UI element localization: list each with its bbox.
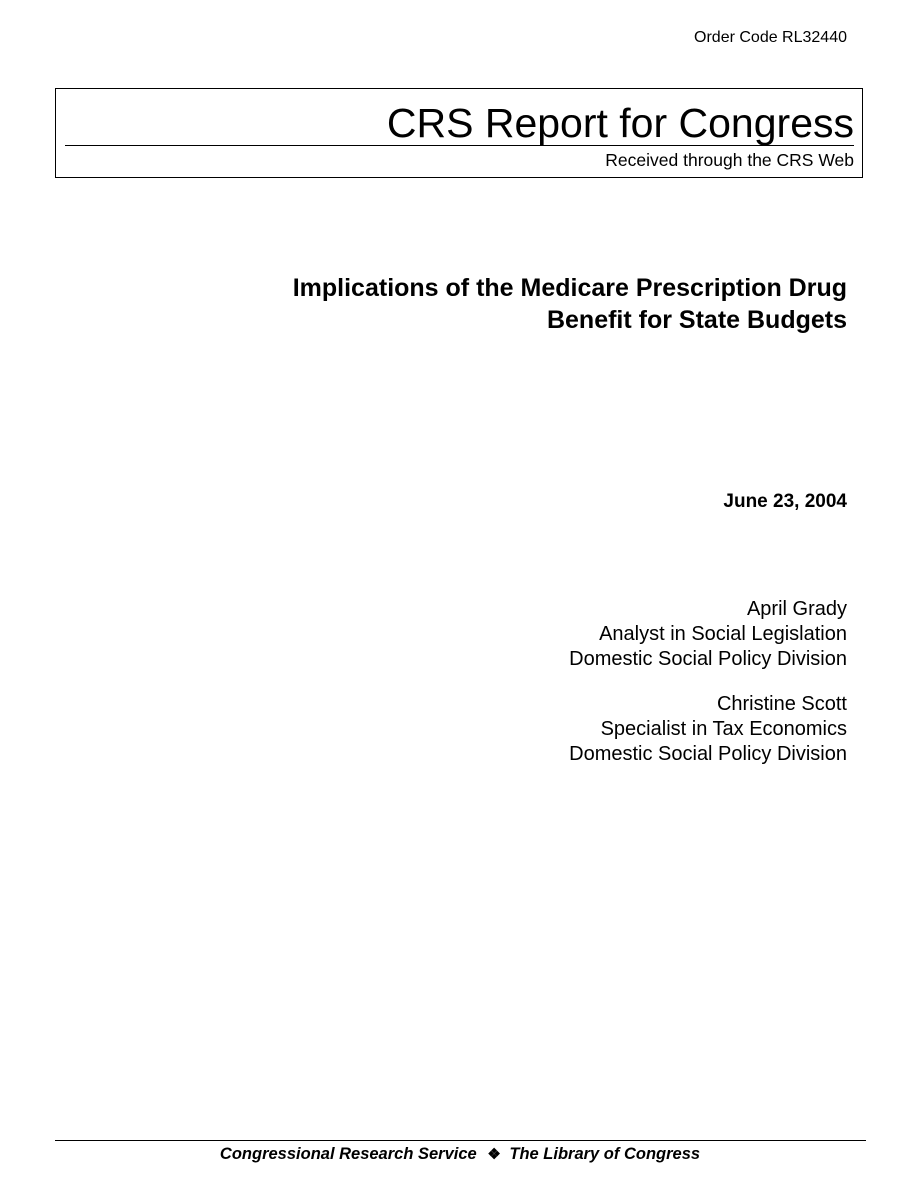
author-position: Specialist in Tax Economics: [600, 718, 847, 740]
masthead-subtitle: Received through the CRS Web: [605, 150, 854, 170]
author-block: [347, 692, 847, 767]
footer-divider: [55, 1140, 866, 1141]
author-name: Christine Scott: [716, 693, 847, 715]
report-date: June 23, 2004: [723, 491, 847, 512]
report-title-line-1: Implications of the Medicare Prescription Drug: [292, 274, 847, 302]
four-diamond-icon: ❖: [487, 1146, 501, 1163]
order-code: Order Code RL32440: [694, 29, 847, 46]
footer: [0, 1144, 920, 1165]
author-position: Analyst in Social Legislation: [599, 623, 847, 645]
report-title: [147, 272, 847, 336]
author-list: [347, 597, 847, 787]
footer-library: The Library of Congress: [509, 1145, 701, 1163]
author-block: [347, 597, 847, 672]
author-division: Domestic Social Policy Division: [569, 743, 847, 765]
author-name: April Grady: [746, 598, 847, 620]
report-title-line-2: Benefit for State Budgets: [546, 306, 847, 334]
masthead-box: [55, 88, 863, 178]
masthead-title: CRS Report for Congress: [386, 100, 854, 146]
author-division: Domestic Social Policy Division: [569, 648, 847, 670]
masthead-divider: [65, 145, 854, 146]
footer-organization: Congressional Research Service: [219, 1145, 477, 1163]
